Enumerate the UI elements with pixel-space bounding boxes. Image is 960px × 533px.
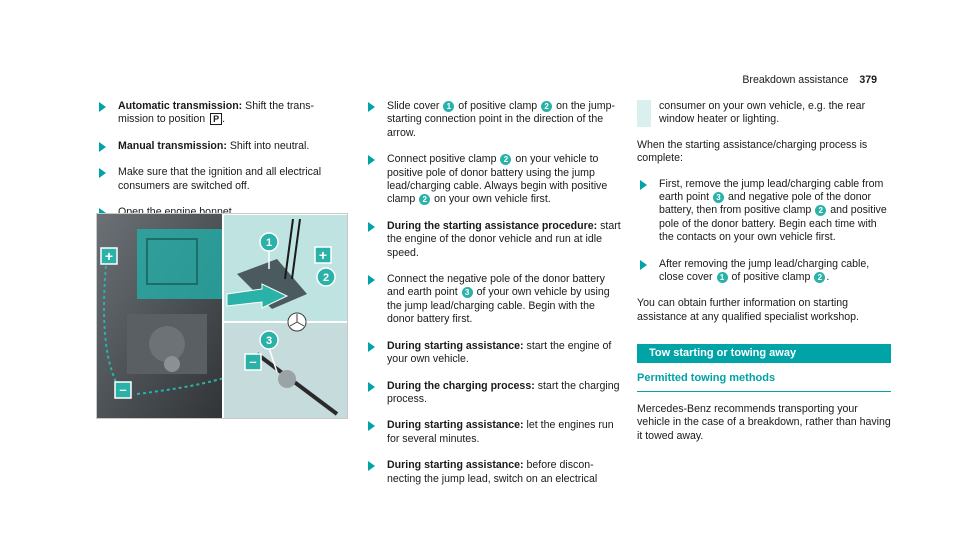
bullet-icon bbox=[640, 260, 647, 270]
callout-number-badge: 1 bbox=[443, 101, 454, 112]
step-connect-negative bbox=[365, 273, 623, 327]
step-text: let the engines run for several minutes. bbox=[387, 419, 614, 445]
continuation-text: consumer on your own vehicle, e.g. the rear window heater or lighting. bbox=[659, 100, 866, 126]
callout-2 bbox=[317, 268, 335, 286]
plus-sign-icon bbox=[101, 248, 117, 264]
engine-bay-illustration bbox=[96, 213, 348, 419]
step-bold: During starting assistance: bbox=[387, 459, 524, 472]
plus-sign-icon bbox=[315, 247, 331, 263]
step-connect-positive bbox=[365, 153, 623, 207]
bullet-icon bbox=[368, 382, 375, 392]
step-text-parts: Connect the negative pole of the donor battery and earth point 3 of your own vehicle by using the jump lead/charging cable. Begin with the donor battery first. bbox=[387, 273, 610, 326]
bullet-icon bbox=[640, 180, 647, 190]
minus-sign-icon bbox=[245, 354, 261, 370]
step-bold: During the charging process: bbox=[387, 379, 535, 392]
engine-bay-diagram bbox=[97, 214, 348, 419]
step-before-disconnect bbox=[365, 459, 623, 486]
step-continuation bbox=[637, 100, 891, 127]
step-text: start the engine of the donor vehicle and run at idle speed. bbox=[387, 219, 621, 259]
step-ignition-off bbox=[96, 166, 346, 193]
step-text-parts: First, remove the jump lead/charging cable from earth point 3 and negative pole of the donor battery, then from positive clamp 2 and positive pole of the donor battery. Begin each time with the contacts on your own vehicle first. bbox=[659, 177, 887, 244]
callout-number-badge: 3 bbox=[713, 192, 724, 203]
section-title: Tow starting or towing away bbox=[637, 344, 891, 363]
column-3 bbox=[637, 100, 891, 443]
callout-2-label: 2 bbox=[322, 272, 330, 284]
step-bold: Automatic transmission: bbox=[118, 100, 243, 112]
callout-number-badge: 3 bbox=[462, 287, 473, 298]
callout-number-badge: 2 bbox=[815, 205, 826, 216]
bullet-icon bbox=[368, 342, 375, 352]
step-run-engines bbox=[365, 419, 623, 446]
body-paragraph: Mercedes-Benz recommends transporting your vehicle in the case of a breakdown, rather than having it towed away. bbox=[637, 402, 891, 442]
callout-number-badge: 2 bbox=[419, 194, 430, 205]
step-automatic-transmission bbox=[96, 100, 346, 127]
step-bold: During the starting assistance procedure: bbox=[387, 219, 598, 232]
plus-sign-label: + bbox=[318, 247, 328, 263]
step-text: start the charging process. bbox=[387, 379, 620, 405]
bullet-icon bbox=[368, 222, 375, 232]
minus-sign-label: – bbox=[119, 382, 127, 397]
step-text: start the engine of your own vehicle. bbox=[387, 339, 612, 366]
step-bold: Manual transmission: bbox=[118, 139, 227, 152]
bullet-icon bbox=[368, 155, 375, 165]
bullet-icon bbox=[368, 421, 375, 431]
reservoir-cap bbox=[164, 356, 180, 372]
step-text: Shift into neutral. bbox=[226, 139, 310, 152]
step-close-cover bbox=[637, 258, 891, 285]
park-position-icon: P bbox=[210, 113, 222, 125]
step-text: Make sure that the ignition and all electrical consumers are switched off. bbox=[118, 166, 322, 192]
note-text: You can obtain further information on starting assistance at any qualified specialist workshop. bbox=[637, 297, 859, 323]
step-start-own bbox=[365, 340, 623, 367]
column-2 bbox=[365, 100, 623, 499]
bullet-icon bbox=[99, 102, 106, 112]
subsection-title: Permitted towing methods bbox=[637, 372, 891, 391]
step-text-parts: Connect positive clamp 2 on your vehicle to positive pole of donor battery using the jump lead/charging cable. Always begin with positive clamp 2 on your own vehicle first. bbox=[387, 153, 608, 206]
callout-number-badge: 2 bbox=[814, 272, 825, 283]
section-name: Breakdown assistance bbox=[742, 74, 849, 86]
step-bold: During starting assistance: bbox=[387, 419, 524, 432]
step-text: before disconnecting the jump lead, switch on an electrical bbox=[387, 459, 598, 485]
step-text-parts: Slide cover 1 of positive clamp 2 on the jump-starting connection point in the direction of the arrow. bbox=[387, 100, 615, 139]
continuation-bar bbox=[637, 100, 651, 127]
step-slide-cover bbox=[365, 100, 623, 140]
engine-cap bbox=[149, 326, 185, 362]
intro-text: When the starting assistance/charging process is complete: bbox=[637, 138, 868, 165]
callout-3-label: 3 bbox=[265, 335, 273, 347]
step-remove-cable bbox=[637, 178, 891, 245]
bullet-icon bbox=[368, 102, 375, 112]
minus-sign-icon bbox=[115, 382, 131, 398]
bullet-icon bbox=[368, 461, 375, 471]
callout-number-badge: 2 bbox=[500, 154, 511, 165]
page-number: 379 bbox=[859, 74, 877, 86]
step-manual-transmission bbox=[96, 140, 346, 153]
bullet-icon bbox=[368, 275, 375, 285]
callout-number-badge: 1 bbox=[717, 272, 728, 283]
step-text-parts: After removing the jump lead/charging cable, close cover 1 of positive clamp 2 . bbox=[659, 257, 870, 284]
step-charging-process bbox=[365, 380, 623, 407]
bullet-icon bbox=[99, 142, 106, 152]
step-text: Shift the transmission to position bbox=[118, 100, 315, 126]
page-header bbox=[742, 74, 877, 87]
callout-number-badge: 2 bbox=[541, 101, 552, 112]
earth-point-bolt bbox=[278, 370, 296, 388]
minus-sign-label: – bbox=[249, 354, 257, 369]
bullet-icon bbox=[99, 168, 106, 178]
callout-1-label: 1 bbox=[265, 237, 273, 249]
step-bold: During starting assistance: bbox=[387, 339, 524, 352]
step-start-donor bbox=[365, 220, 623, 260]
step-text-tail: . bbox=[222, 113, 226, 126]
plus-sign-label: + bbox=[104, 248, 114, 264]
